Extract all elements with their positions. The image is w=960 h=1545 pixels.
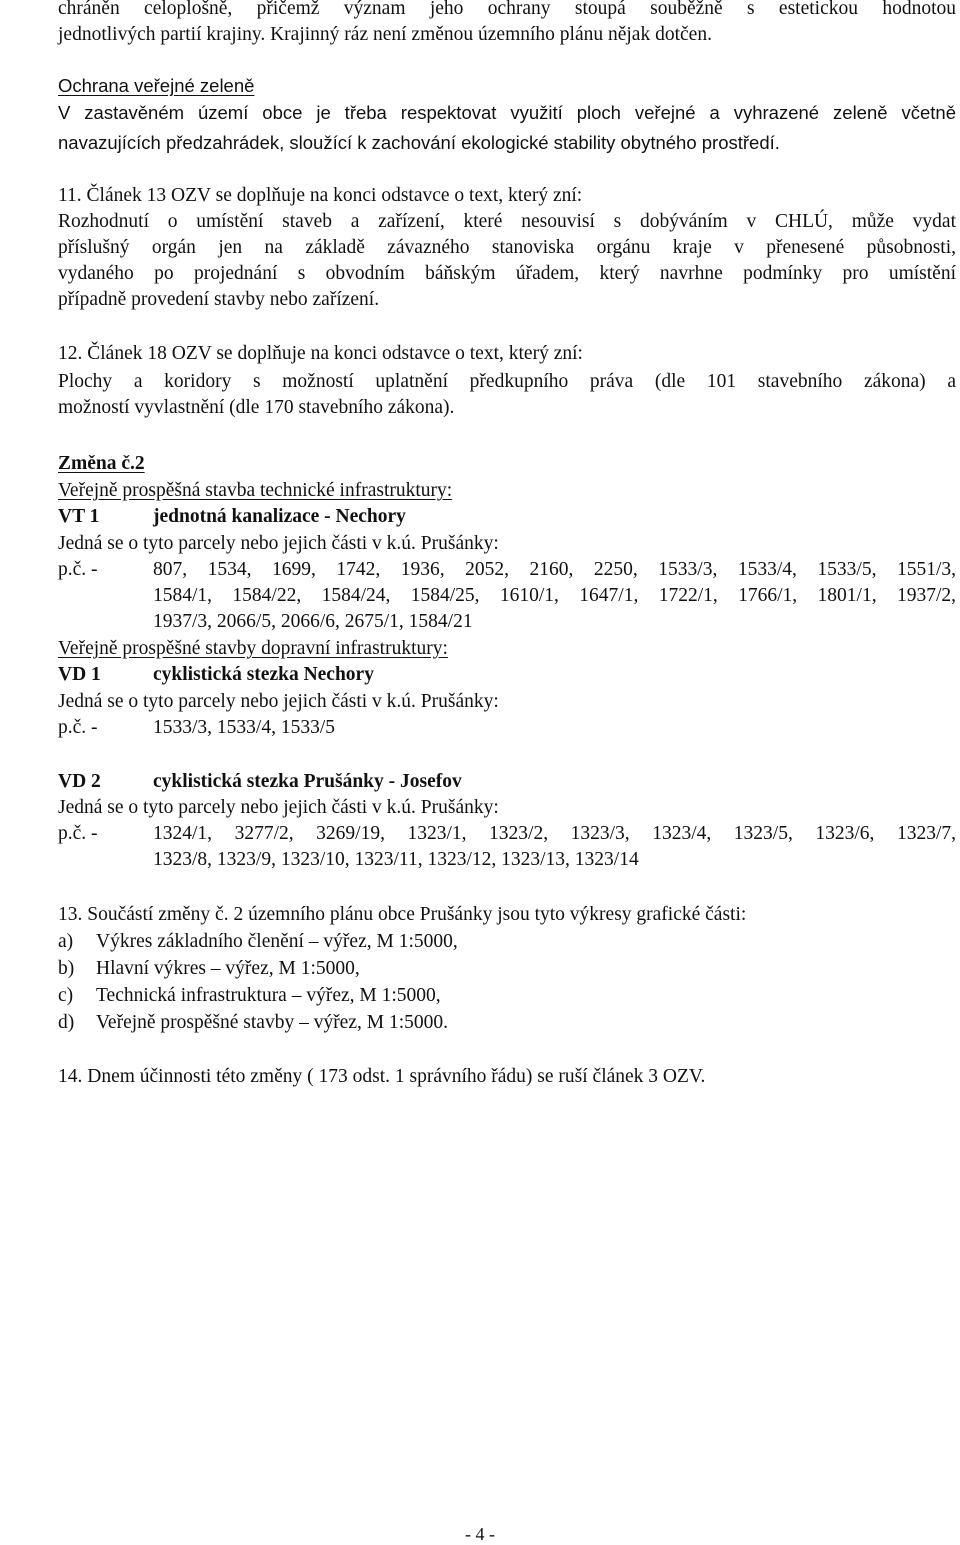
- greenery-line-1: V zastavěném území obce je třeba respektovat využití ploch veřejné a vyhrazené zeleně včetně: [58, 102, 956, 123]
- item-11-line-4: případně provedení stavby nebo zařízení.: [58, 289, 380, 310]
- item-12-lead: 12. Článek 18 OZV se doplňuje na konci odstavce o text, který zní:: [58, 343, 583, 364]
- greenery-heading: Ochrana veřejné zeleně: [58, 75, 255, 96]
- item-11-line-2: příslušný orgán jen na základě závazného stanoviska orgánu kraje v přenesené působnosti,: [58, 237, 956, 258]
- document-page: [58, 0, 956, 1543]
- intro-line-1: chráněn celoplošně, přičemž význam jeho ochrany stoupá souběžně s estetickou hodnotou: [58, 0, 956, 19]
- list-marker-d: d): [58, 1012, 75, 1033]
- vt1-parcels-line-3: 1937/3, 2066/5, 2066/6, 2675/1, 1584/21: [153, 611, 473, 632]
- list-text-a: Výkres základního členění – výřez, M 1:5000,: [96, 931, 458, 952]
- item-12-line-2: možností vyvlastnění (dle 170 stavebního zákona).: [58, 397, 455, 418]
- vd1-parcels-intro: Jedná se o tyto parcely nebo jejich části v k.ú. Prušánky:: [58, 691, 499, 712]
- vt1-parcels-line-1: 807, 1534, 1699, 1742, 1936, 2052, 2160, 2250, 1533/3, 1533/4, 1533/5, 1551/3,: [153, 559, 956, 580]
- intro-line-2: jednotlivých partií krajiny. Krajinný ráz není změnou územního plánu nějak dotčen.: [58, 24, 712, 45]
- list-marker-a: a): [58, 931, 74, 952]
- vd1-parcels: 1533/3, 1533/4, 1533/5: [153, 717, 336, 738]
- pc-label: p.č. -: [58, 559, 98, 580]
- transport-heading: Veřejně prospěšné stavby dopravní infrastruktury:: [58, 638, 448, 659]
- item-13-lead: 13. Součástí změny č. 2 územního plánu obce Prušánky jsou tyto výkresy grafické části:: [58, 904, 747, 925]
- vd1-name: cyklistická stezka Nechory: [153, 664, 374, 685]
- list-text-d: Veřejně prospěšné stavby – výřez, M 1:5000.: [96, 1012, 448, 1033]
- list-marker-b: b): [58, 958, 75, 979]
- vd2-parcels-line-2: 1323/8, 1323/9, 1323/10, 1323/11, 1323/12, 1323/13, 1323/14: [153, 849, 639, 870]
- item-11-line-1: Rozhodnutí o umístění staveb a zařízení, které nesouvisí s dobýváním v CHLÚ, může vydat: [58, 211, 956, 232]
- vt1-parcels-intro: Jedná se o tyto parcely nebo jejich části v k.ú. Prušánky:: [58, 533, 499, 554]
- vd2-parcels-intro: Jedná se o tyto parcely nebo jejich části v k.ú. Prušánky:: [58, 797, 499, 818]
- item-11-line-3: vydaného po projednání s obvodním báňským úřadem, který navrhne podmínky pro umístění: [58, 263, 956, 284]
- list-text-c: Technická infrastruktura – výřez, M 1:5000,: [96, 985, 441, 1006]
- vt1-name: jednotná kanalizace - Nechory: [153, 506, 406, 527]
- item-11-lead: 11. Článek 13 OZV se doplňuje na konci odstavce o text, který zní:: [58, 185, 583, 206]
- change-title: Změna č.2: [58, 453, 145, 474]
- pc-label: p.č. -: [58, 717, 98, 738]
- list-marker-c: c): [58, 985, 74, 1006]
- page-number: - 4 -: [465, 1524, 495, 1544]
- vd1-code: VD 1: [58, 664, 101, 685]
- vt1-parcels-line-2: 1584/1, 1584/22, 1584/24, 1584/25, 1610/1, 1647/1, 1722/1, 1766/1, 1801/1, 1937/2,: [153, 585, 956, 606]
- list-text-b: Hlavní výkres – výřez, M 1:5000,: [96, 958, 360, 979]
- vt1-code: VT 1: [58, 506, 100, 527]
- vd2-name: cyklistická stezka Prušánky - Josefov: [153, 771, 462, 792]
- item-12-line-1: Plochy a koridory s možností uplatnění předkupního práva (dle 101 stavebního zákona) a: [58, 371, 956, 392]
- item-14-lead: 14. Dnem účinnosti této změny ( 173 odst. 1 správního řádu) se ruší článek 3 OZV.: [58, 1066, 706, 1087]
- greenery-line-2: navazujících předzahrádek, sloužící k zachování ekologické stability obytného prostředí.: [58, 132, 780, 153]
- vd2-code: VD 2: [58, 771, 101, 792]
- technical-heading: Veřejně prospěšná stavba technické infrastruktury:: [58, 480, 453, 501]
- vd2-parcels-line-1: 1324/1, 3277/2, 3269/19, 1323/1, 1323/2, 1323/3, 1323/4, 1323/5, 1323/6, 1323/7,: [153, 823, 956, 844]
- pc-label: p.č. -: [58, 823, 98, 844]
